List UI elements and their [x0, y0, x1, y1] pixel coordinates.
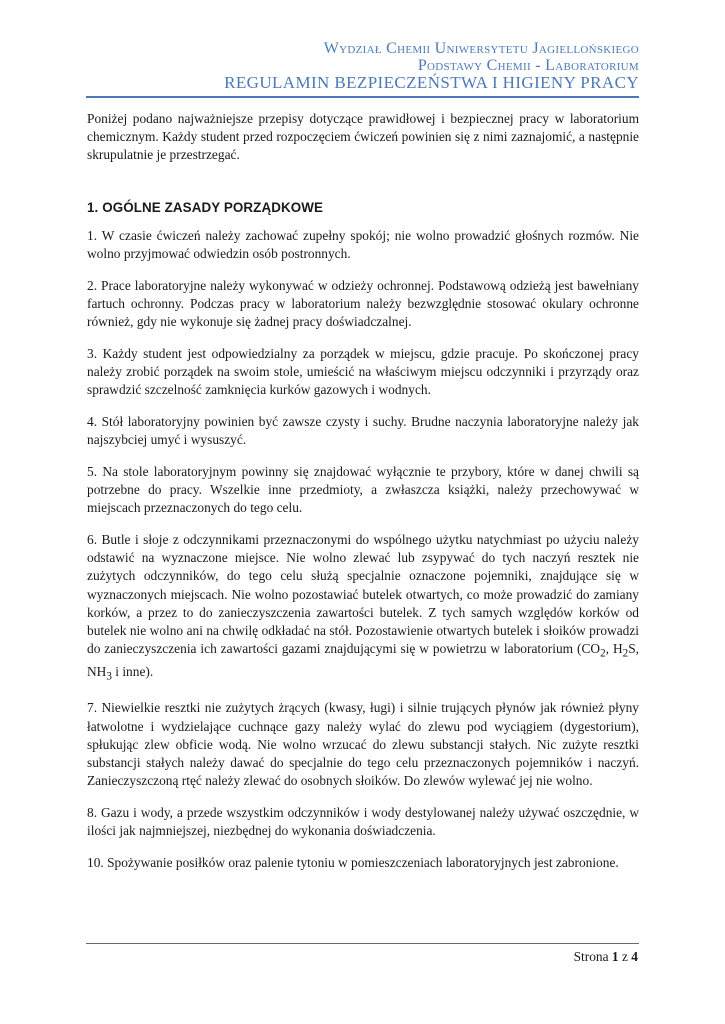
section-heading: 1. OGÓLNE ZASADY PORZĄDKOWE — [87, 199, 324, 215]
rule-paragraph: 3. Każdy student jest odpowiedzialny za porządek w miejscu, gdzie pracuje. Po skończonej pracy należy zrobić porządek na swoim stole, umieścić na właściwym miejscu odczynniki i przyrządy oraz sprawdzić szczelność zamknięcia kurków gazowych i wodnych. — [87, 345, 639, 398]
rule-paragraph: 4. Stół laboratoryjny powinien być zawsze czysty i suchy. Brudne naczynia laboratoryjne należy jak najszybciej umyć i wysuszyć. — [87, 413, 639, 448]
document-header — [224, 40, 639, 91]
rule-paragraph: 10. Spożywanie posiłków oraz palenie tytoniu w pomieszczeniach laboratoryjnych jest zabronione. — [87, 854, 619, 870]
header-faculty: Wydział Chemii Uniwersytetu Jagiellońskiego — [323, 40, 639, 57]
rule-paragraph: 5. Na stole laboratoryjnym powinny się znajdować wyłącznie te przybory, które w danej chwili są potrzebne do pracy. Wszelkie inne przedmioty, a zwłaszcza książki, należy przechowywać w miejscach przeznaczonych do tego celu. — [87, 463, 639, 516]
formula-h2s: $H_2S$ — [612, 641, 636, 660]
document-body — [87, 110, 639, 886]
page-number: Strona 1 z 4 — [573, 949, 638, 964]
rule-paragraph: 1. W czasie ćwiczeń należy zachować zupełny spokój; nie wolno prowadzić głośnych rozmów. Nie wolno przyjmować odwiedzin osób postronnych. — [87, 227, 639, 262]
rule-paragraph: 6. Butle i słoje z odczynnikami przeznaczonymi do wspólnego użytku natychmiast po użyciu należy odstawić na wyznaczone miejsce. Nie wolno zlewać lub zsypywać do tych naczyń resztek nie zużytych odczynników, do tego celu służą specjalnie oznaczone pojemniki, znajdujące się w wyznaczonych miejscach. Nie wolno pozostawiać butelek otwartych, co może prowadzić do zamiany korków, a przez to do zanieczyszczenia zawartości butelek. Z tych samych względów korków od butelek nie wolno ani na chwilę odkładać na stół. Pozostawienie otwartych butelek i słoików prowadzi do zanieczyszczenia ich zawartości gazami znajdującymi się w powietrzu w laboratorium ($CO_2$, $H_2S$, $NH_3$ i inne). — [87, 531, 640, 683]
formula-co2: $CO_2$ — [581, 641, 606, 660]
footer-divider — [86, 943, 639, 944]
rule-paragraph: 8. Gazu i wody, a przede wszystkim odczynników i wody destylowanej należy używać oszczędnie, w ilości jak najmniejszej, niezbędnej do wykonania doświadczenia. — [87, 804, 639, 839]
header-divider — [86, 96, 639, 98]
rule-paragraph: 7. Niewielkie resztki nie zużytych żrących (kwasy, ługi) i silnie trujących płynów jak również płyny łatwolotne i wydzielające cuchnące gazy należy wylać do zlewu pod wyciągiem (dygestorium), spłukując zlew obficie wodą. Nie wolno wrzucać do zlewu substancji stałych. Nic zużyte resztki substancji stałych należy dawać do specjalnie do tego celu przeznaczonych pojemników i naczyń. Zanieczyszczoną rtęć należy zlewać do osobnych słoików. Do zlewów wylewać jej nie wolno. — [87, 700, 639, 789]
rule-paragraph: 2. Prace laboratoryjne należy wykonywać w odzieży ochronnej. Podstawową odzieżą jest bawełniany fartuch ochronny. Podczas pracy w laboratorium należy bezwzględnie stosować okulary ochronne również, gdy nie wykonuje się żadnej pracy doświadczalnej. — [87, 277, 639, 330]
rule-6-text: 6. Butle i słoje z odczynnikami przeznaczonymi do wspólnego użytku natychmiast po użyciu należy odstawić na wyznaczone miejsce. Nie wolno zlewać lub zsypywać do tych naczyń resztek nie zużytych odczynników, do tego celu służą specjalnie oznaczone pojemniki, znajdujące się w wyznaczonych miejscach. Nie wolno pozostawiać butelek otwartych, co może prowadzić do zamiany korków, a przez to do zanieczyszczenia zawartości butelek. Z tych samych względów korków od butelek nie wolno ani na chwilę odkładać na stół. Pozostawienie otwartych butelek i słoików prowadzi do zanieczyszczenia ich zawartości gazami znajdującymi się w powietrzu w laboratorium ( — [87, 531, 639, 657]
formula-nh3: $NH_3$ — [87, 664, 112, 683]
header-course: Podstawy Chemii - Laboratorium — [417, 57, 639, 74]
intro-paragraph: Poniżej podano najważniejsze przepisy dotyczące prawidłowej i bezpiecznej pracy w laboratorium chemicznym. Każdy student przed rozpoczęciem ćwiczeń powinien się z nimi zaznajomić, a następnie skrupulatnie je przestrzegać. — [87, 111, 639, 163]
header-title: REGULAMIN BEZPIECZEŃSTWA I HIGIENY PRACY — [224, 73, 639, 92]
